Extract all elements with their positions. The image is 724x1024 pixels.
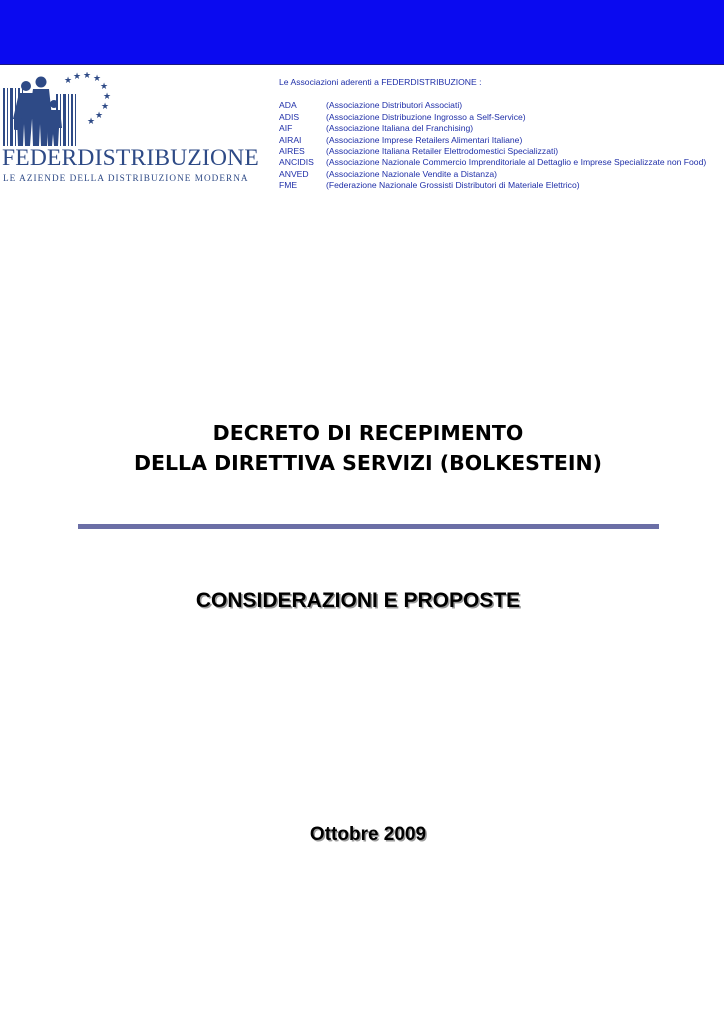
- svg-text:★: ★: [83, 72, 92, 81]
- svg-text:★: ★: [73, 72, 82, 82]
- association-row: [279, 146, 719, 157]
- header-band: [0, 0, 724, 65]
- document-date: Ottobre 2009: [309, 824, 427, 845]
- associations-list: [279, 77, 719, 192]
- svg-text:★: ★: [64, 76, 73, 86]
- association-code: ADIS: [279, 111, 300, 122]
- association-code: FME: [279, 180, 298, 191]
- association-code: ADA: [279, 100, 297, 111]
- association-row: [279, 112, 719, 123]
- association-row: [279, 157, 719, 168]
- svg-text:★: ★: [93, 74, 102, 84]
- association-code: ANCIDIS: [279, 157, 314, 168]
- title-line-2: DELLA DIRETTIVA SERVIZI (BOLKESTEIN): [133, 451, 603, 475]
- svg-text:★: ★: [103, 92, 112, 102]
- title-line-1: DECRETO DI RECEPIMENTO: [212, 421, 524, 445]
- association-description: (Associazione Nazionale Vendite a Distanza): [326, 168, 498, 179]
- association-description: (Federazione Nazionale Grossisti Distributori di Materiale Elettrico): [326, 180, 580, 191]
- association-code: AIF: [279, 123, 293, 134]
- association-code: AIRES: [279, 146, 305, 157]
- document-title: [0, 418, 724, 478]
- association-description: (Associazione Italiana Retailer Elettrodomestici Specializzati): [326, 146, 559, 157]
- association-row: [279, 180, 719, 191]
- svg-text:★: ★: [100, 82, 109, 92]
- association-description: (Associazione Nazionale Commercio Imprenditoriale al Dettaglio e Imprese Specializzate non Food): [326, 157, 707, 168]
- logo-graphic: [0, 72, 262, 150]
- svg-text:★: ★: [101, 102, 110, 112]
- association-code: ANVED: [279, 168, 309, 179]
- svg-text:★: ★: [87, 117, 96, 127]
- association-description: (Associazione Italiana del Franchising): [326, 123, 474, 134]
- association-row: [279, 169, 719, 180]
- logo-name: FEDERDISTRIBUZIONE: [2, 145, 259, 171]
- association-row: [279, 123, 719, 134]
- association-description: (Associazione Distribuzione Ingrosso a Self-Service): [326, 111, 526, 122]
- family-silhouette-icon: [13, 77, 62, 147]
- association-code: AIRAI: [279, 134, 302, 145]
- svg-text:★: ★: [95, 111, 104, 121]
- association-row: [279, 135, 719, 146]
- document-subtitle: CONSIDERAZIONI E PROPOSTE: [195, 589, 521, 612]
- associations-intro: Le Associazioni aderenti a FEDERDISTRIBUZIONE :: [279, 77, 482, 87]
- association-row: [279, 100, 719, 111]
- association-description: (Associazione Imprese Retailers Alimentari Italiane): [326, 134, 523, 145]
- logo-tagline: LE AZIENDE DELLA DISTRIBUZIONE MODERNA: [3, 173, 249, 183]
- association-description: (Associazione Distributori Associati): [326, 100, 463, 111]
- divider-rule: [78, 524, 659, 529]
